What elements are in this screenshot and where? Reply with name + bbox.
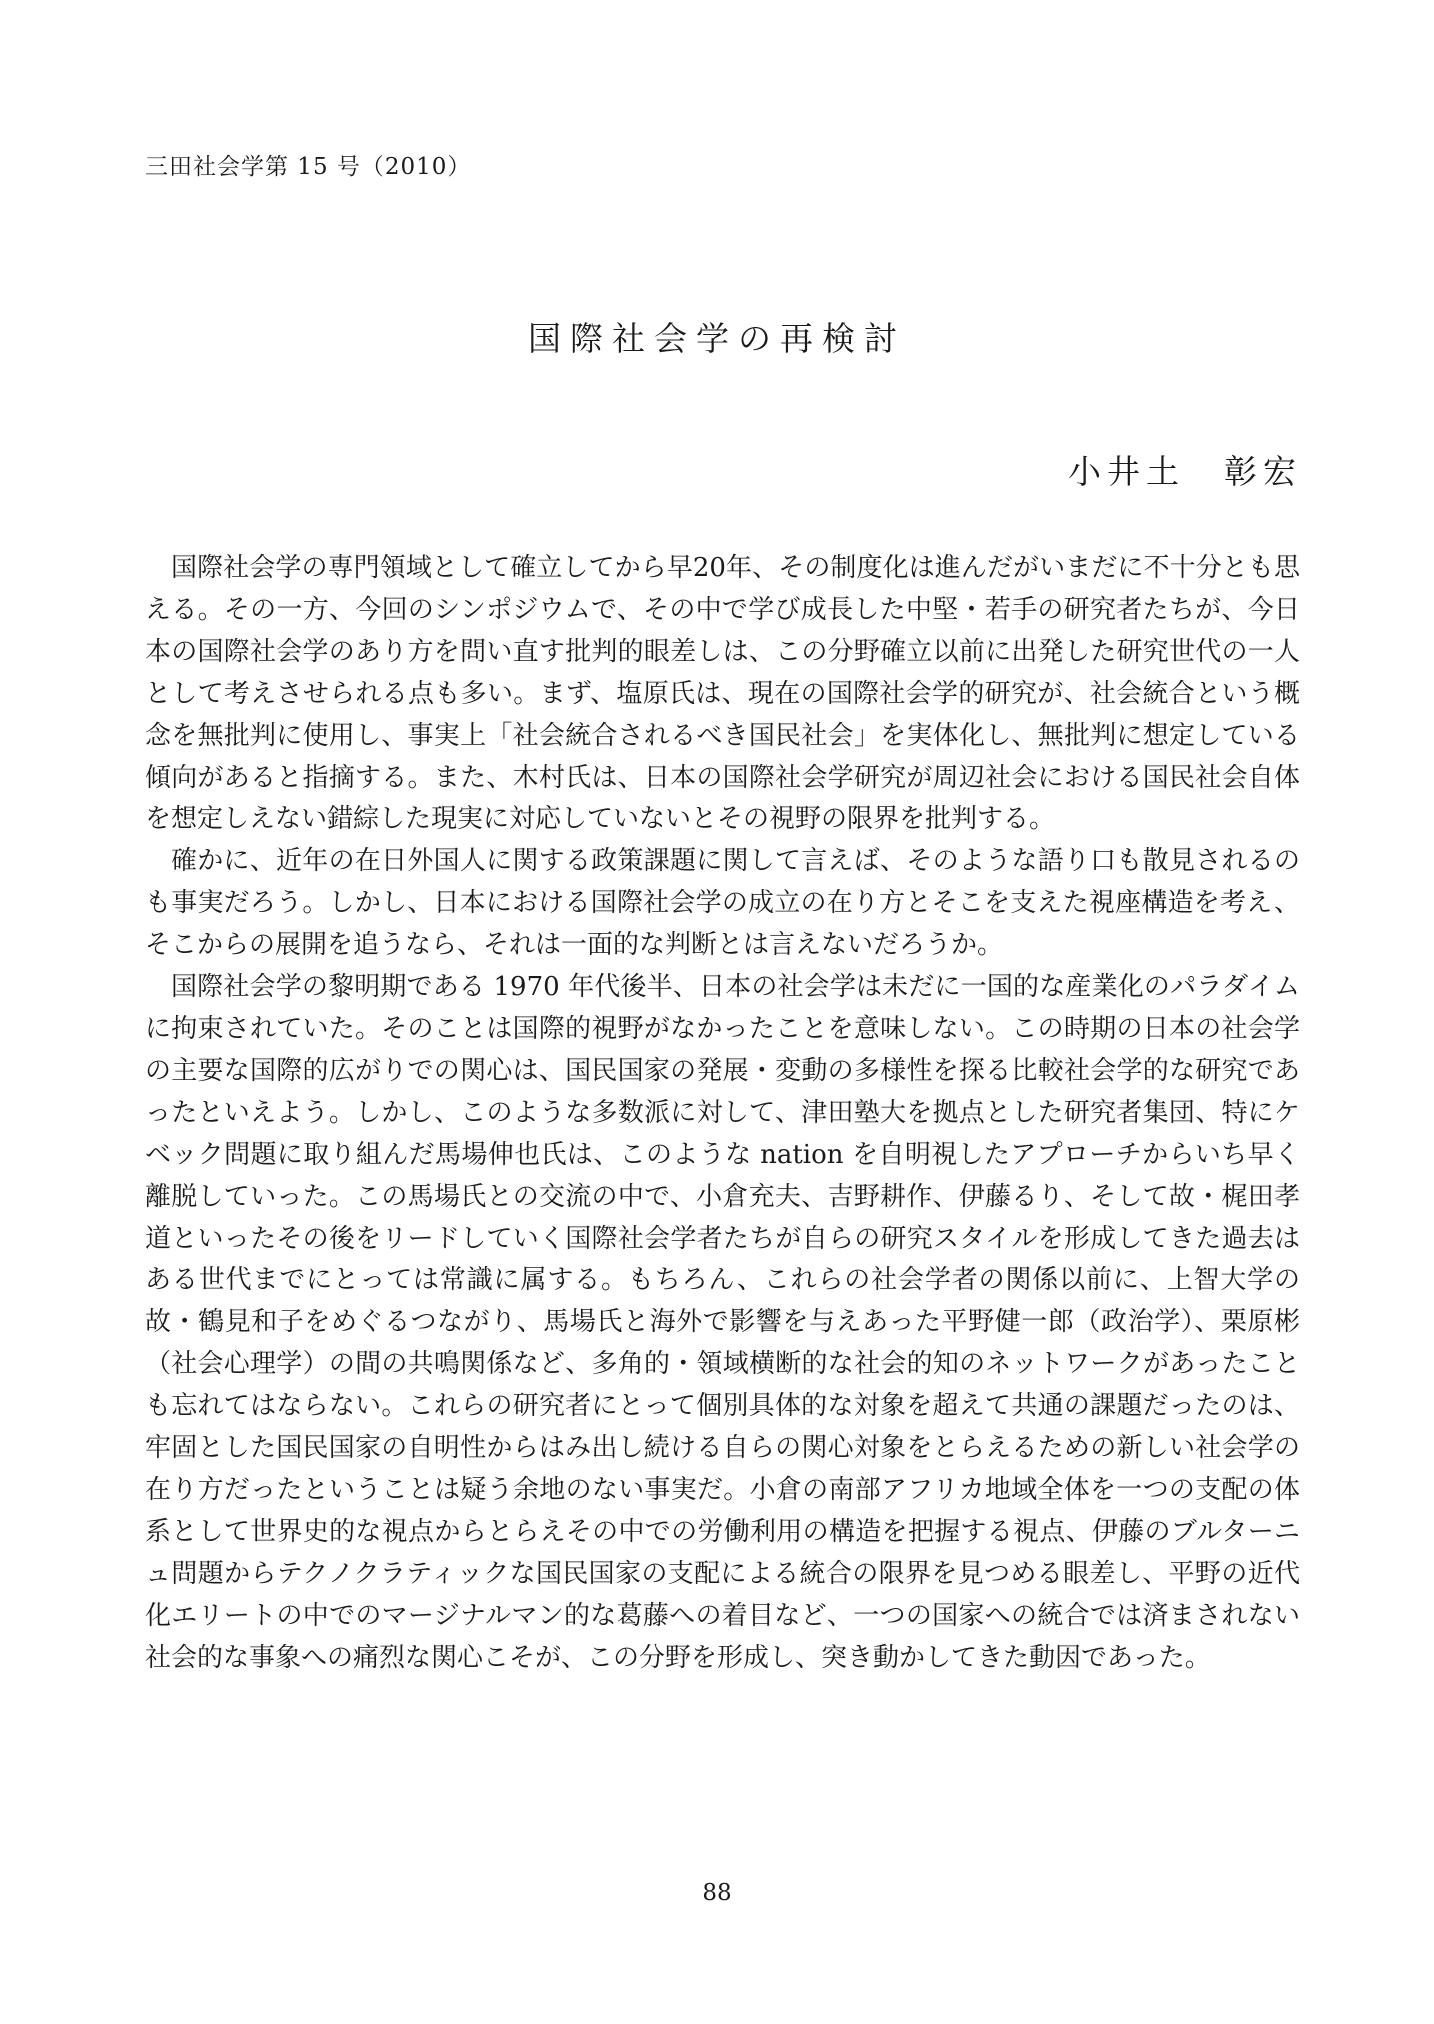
author-name: 小井土 彰宏	[1068, 452, 1302, 491]
article-body	[145, 548, 1300, 1679]
article-title: 国際社会学の再検討	[528, 319, 906, 358]
paragraph: 国際社会学の黎明期である 1970 年代後半、日本の社会学は未だに一国的な産業化のパラダイムに拘束されていた。そのことは国際的視野がなかったことを意味しない。この時期の日本の社会学の主要な国際的広がりでの関心は、国民国家の発展・変動の多様性を探る比較社会学的な研究であったといえよう。しかし、このような多数派に対して、津田塾大を拠点とした研究者集団、特にケベック問題に取り組んだ馬場伸也氏は、このような nation を自明視したアプローチからいち早く離脱していった。この馬場氏との交流の中で、小倉充夫、吉野耕作、伊藤るり、そして故・梶田孝道といったその後をリードしていく国際社会学者たちが自らの研究スタイルを形成してきた過去はある世代までにとっては常識に属する。もちろん、これらの社会学者の関係以前に、上智大学の故・鶴見和子をめぐるつながり、馬場氏と海外で影響を与えあった平野健一郎（政治学）、栗原彬（社会心理学）の間の共鳴関係など、多角的・領域横断的な社会的知のネットワークがあったことも忘れてはならない。これらの研究者にとって個別具体的な対象を超えて共通の課題だったのは、牢固とした国民国家の自明性からはみ出し続ける自らの関心対象をとらえるための新しい社会学の在り方だったということは疑う余地のない事実だ。小倉の南部アフリカ地域全体を一つの支配の体系として世界史的な視点からとらえその中での労働利用の構造を把握する視点、伊藤のブルターニュ問題からテクノクラティックな国民国家の支配による統合の限界を見つめる眼差し、平野の近代化エリートの中でのマージナルマン的な葛藤への着目など、一つの国家への統合では済まされない社会的な事象への痛烈な関心こそが、この分野を形成し、突き動かしてきた動因であった。	[145, 972, 1300, 1673]
page-number: 88	[702, 1880, 732, 1906]
paragraph: 国際社会学の専門領域として確立してから早20年、その制度化は進んだがいまだに不十分とも思える。その一方、今回のシンポジウムで、その中で学び成長した中堅・若手の研究者たちが、今日本の国際社会学のあり方を問い直す批判的眼差しは、この分野確立以前に出発した研究世代の一人として考えさせられる点も多い。まず、塩原氏は、現在の国際社会学的研究が、社会統合という概念を無批判に使用し、事実上「社会統合されるべき国民社会」を実体化し、無批判に想定している傾向があると指摘する。また、木村氏は、日本の国際社会学研究が周辺社会における国民社会自体を想定しえない錯綜した現実に対応していないとその視野の限界を批判する。	[145, 553, 1300, 835]
journal-header: 三田社会学第 15 号（2010）	[145, 154, 472, 180]
paragraph: 確かに、近年の在日外国人に関する政策課題に関して言えば、そのような語り口も散見されるのも事実だろう。しかし、日本における国際社会学の成立の在り方とそこを支えた視座構造を考え、そこからの展開を追うなら、それは一面的な判断とは言えないだろうか。	[145, 846, 1300, 961]
